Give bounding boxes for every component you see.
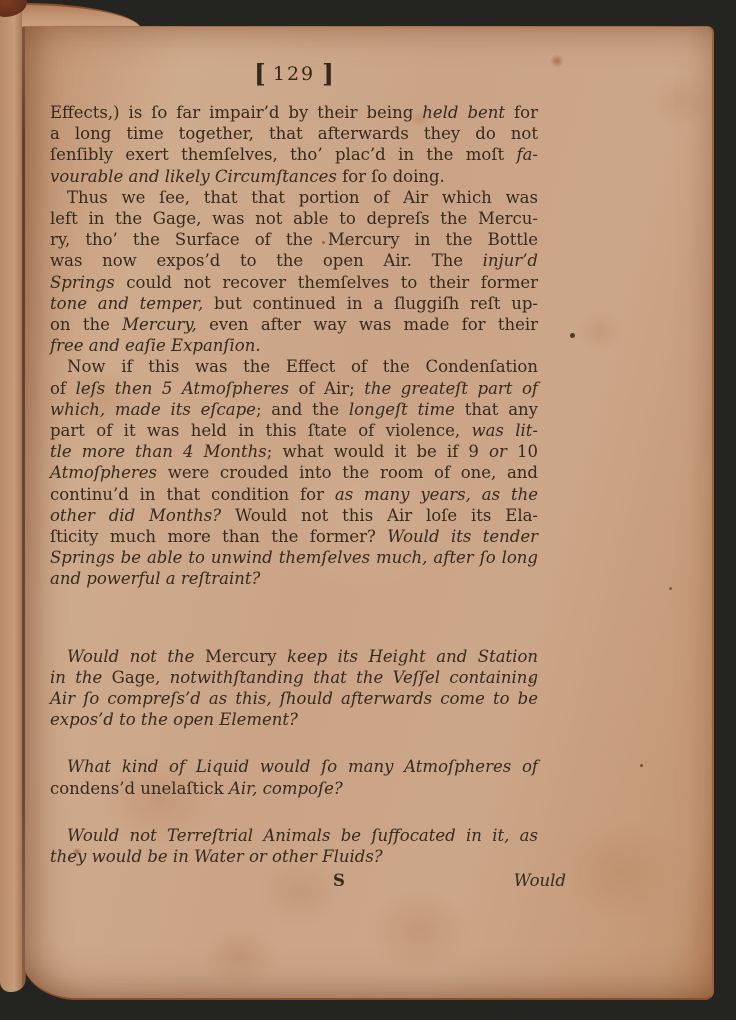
page-number-bracket-close: ] xyxy=(322,59,334,88)
text-line xyxy=(50,825,538,846)
text-segment: Gage xyxy=(111,667,156,687)
italic-text-segment: Mercury, xyxy=(122,315,197,335)
text-segment: ry, tho’ the Surface of the Mercury in the Bottle xyxy=(50,230,538,250)
text-line xyxy=(50,667,538,688)
text-line xyxy=(50,688,538,709)
text-line xyxy=(50,187,538,208)
text-line xyxy=(50,484,538,505)
italic-text-segment: leſs then 5 Atmoſpheres xyxy=(75,378,289,398)
gutter-crease xyxy=(22,27,25,998)
text-block xyxy=(50,59,566,894)
text-segment: ſticity much more than the former? xyxy=(50,527,388,547)
text-segment: but continued in a ſluggiſh reſt up- xyxy=(203,293,538,313)
page-number xyxy=(50,59,538,93)
text-line xyxy=(50,102,538,123)
text-line xyxy=(50,420,538,441)
italic-text-segment: tle more than 4 Months xyxy=(50,442,267,462)
italic-text-segment: Springs xyxy=(50,272,115,292)
text-line xyxy=(50,356,538,377)
text-segment: continu’d in that condition for xyxy=(50,484,335,504)
text-segment: on the xyxy=(50,315,123,335)
text-segment: Would not this Air loſe its Ela- xyxy=(221,505,539,525)
text-segment: part of it was held in this ſtate of violence, xyxy=(50,421,472,441)
paragraph xyxy=(50,102,538,187)
paragraph xyxy=(50,356,538,589)
italic-text-segment: Atmoſpheres xyxy=(50,463,158,483)
italic-text-segment: injur’d xyxy=(482,251,538,271)
text-line xyxy=(50,505,538,526)
text-segment: Now if this was the Effect of the Condenſation xyxy=(67,357,538,377)
italic-text-segment: held bent xyxy=(422,103,506,122)
italic-text-segment: which, made its eſcape xyxy=(50,399,256,419)
italic-text-segment: longeſt time xyxy=(348,399,455,419)
text-line xyxy=(50,778,538,799)
text-line xyxy=(50,462,538,483)
footer-line xyxy=(50,870,566,894)
text-segment: of xyxy=(50,378,76,398)
text-line xyxy=(50,314,538,335)
italic-text-segment: vourable and likely Circumſtances xyxy=(50,166,337,186)
text-segment: were crouded into the room of one, and xyxy=(157,463,538,483)
italic-text-segment: or xyxy=(489,442,507,462)
text-line xyxy=(50,756,538,777)
italic-text-segment: Air, compoſe? xyxy=(228,778,343,798)
text-segment: condens’d unelaſtick xyxy=(50,778,229,798)
book-page xyxy=(22,26,714,1000)
text-segment: left in the Gage, was not able to depreſs the Mercu- xyxy=(50,209,538,229)
italic-text-segment: as many years, as the xyxy=(334,484,538,504)
text-segment: of Air; xyxy=(288,378,365,398)
text-line xyxy=(50,378,538,399)
italic-text-segment: Springs be able to unwind themſelves much, after ſo long xyxy=(50,548,538,568)
page-number-bracket-open: [ xyxy=(254,59,266,88)
italic-text-segment: fa- xyxy=(516,145,538,165)
signature-mark: S xyxy=(333,871,345,891)
italic-text-segment: in the xyxy=(50,667,112,687)
text-line xyxy=(50,293,538,314)
text-line xyxy=(50,568,538,589)
text-line xyxy=(50,399,538,420)
body-text xyxy=(50,102,538,867)
text-segment: for xyxy=(505,103,538,122)
text-line xyxy=(50,846,538,867)
italic-text-segment: , notwithſtanding that the Veſſel containing xyxy=(155,667,539,687)
text-segment: was now expos’d to the open Air. The xyxy=(50,251,483,271)
italic-text-segment: What kind of Liquid would ſo many Atmoſpheres of xyxy=(67,757,538,777)
text-line xyxy=(50,646,538,667)
text-segment: could not recover themſelves to their former xyxy=(114,272,538,292)
text-segment: a long time together, that afterwards they do not xyxy=(50,124,538,144)
paragraph xyxy=(50,825,538,867)
paragraph xyxy=(50,187,538,357)
text-line xyxy=(50,441,538,462)
paragraph xyxy=(50,646,538,731)
text-segment: ſenſibly exert themſelves, tho’ plac’d in the moſt xyxy=(50,145,517,165)
italic-text-segment: other did Months? xyxy=(50,505,222,525)
italic-text-segment: expos’d to the open Element? xyxy=(50,710,298,730)
text-line xyxy=(50,526,538,547)
text-segment: Effects,) is ſo far impair’d by their being xyxy=(50,103,423,122)
page-number-value: 129 xyxy=(272,63,316,85)
italic-text-segment: Would not the xyxy=(67,646,205,666)
text-line xyxy=(50,123,538,144)
text-segment: Mercury xyxy=(204,646,277,666)
text-line xyxy=(50,709,538,730)
text-line xyxy=(50,272,538,293)
italic-text-segment: and powerful a reſtraint? xyxy=(50,569,261,589)
italic-text-segment: keep its Height and Station xyxy=(276,646,538,666)
text-segment: that any xyxy=(454,399,538,419)
text-line xyxy=(50,250,538,271)
ink-specks xyxy=(22,27,25,30)
text-segment: ; what would it be if 9 xyxy=(266,442,490,462)
text-segment: even after way was made for their xyxy=(196,315,538,335)
italic-text-segment: Would not Terreſtrial Animals be ſuffocated in it, as xyxy=(67,825,538,845)
italic-text-segment: the greateſt part of xyxy=(364,378,538,398)
text-segment: ; and the xyxy=(255,399,349,419)
text-line xyxy=(50,208,538,229)
italic-text-segment: tone and temper, xyxy=(50,293,204,313)
text-line xyxy=(50,229,538,250)
text-line xyxy=(50,144,538,165)
italic-text-segment: Air ſo compreſs’d as this, ſhould afterwards come to be xyxy=(50,689,538,709)
catchword: Would xyxy=(513,871,566,891)
italic-text-segment: free and eaſie Expanſion. xyxy=(50,336,261,356)
text-segment: 10 xyxy=(506,442,538,462)
paragraph xyxy=(50,756,538,798)
italic-text-segment: they would be in Water or other Fluids? xyxy=(50,847,383,867)
text-line xyxy=(50,547,538,568)
italic-text-segment: Would its tender xyxy=(387,527,538,547)
text-line xyxy=(50,166,538,187)
italic-text-segment: was lit- xyxy=(471,421,538,441)
text-segment: for ſo doing. xyxy=(336,166,445,186)
text-segment: Thus we ſee, that that portion of Air which was xyxy=(67,187,538,207)
text-line xyxy=(50,335,538,356)
